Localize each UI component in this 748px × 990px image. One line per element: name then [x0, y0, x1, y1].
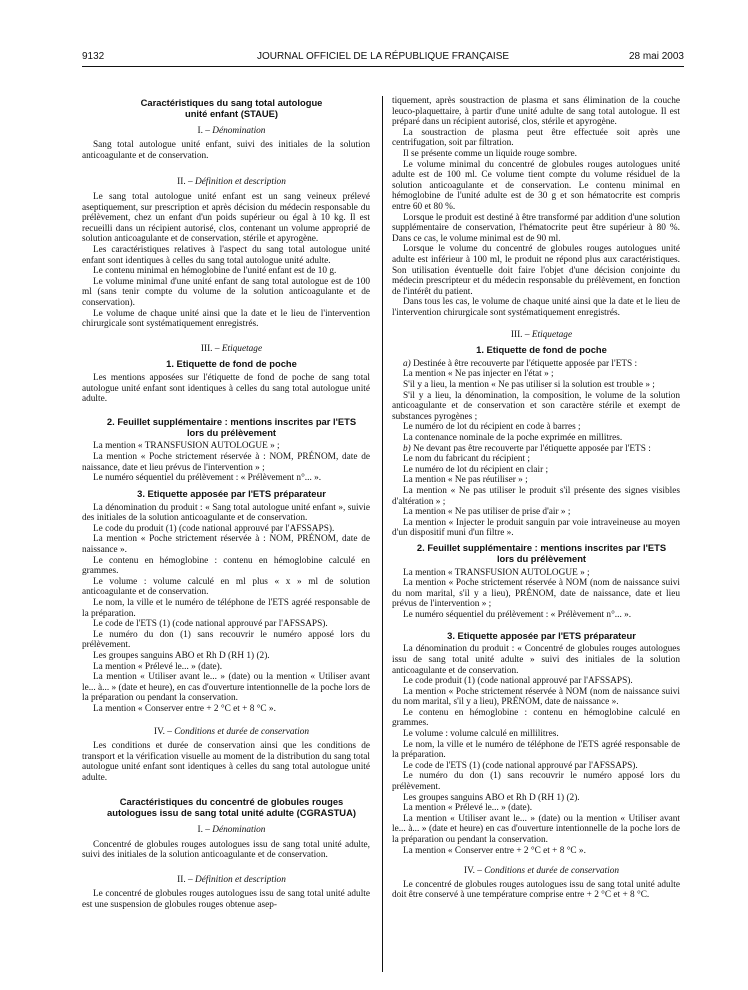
- subsection-heading: III. – Etiquetage: [200, 343, 263, 354]
- subheading: 3. Etiquette apposée par l'ETS préparateur: [447, 629, 636, 641]
- paragraph: S'il y a lieu, la dénomination, la composition, le volume de la solution anticoagulante et de conservation et son caractère stérile et exempt de substances pyrogènes ;: [392, 390, 680, 422]
- paragraph: Sang total autologue unité enfant, suivi des initiales de la solution anticoagulante et de conservation.: [82, 140, 370, 161]
- paragraph: Lorsque le volume du concentré de globules rouges autologues unité adulte est inférieur à 100 ml, le produit ne répond plus aux caractéristiques. Son utilisation éventuelle doit faire l'objet d'une décision conjointe du médecin prescripteur et du médecin responsable du prélèvement, en fonction de l'intérêt du patient.: [392, 244, 680, 297]
- paragraph: La dénomination du produit : « Concentré de globules rouges autologues issu de sang total unité adulte » suivi des initiales de la solution anticoagulante et de conservation.: [392, 644, 680, 676]
- paragraph: La mention « Conserver entre + 2 °C et + 8 °C ».: [403, 845, 586, 856]
- paragraph: Le nom, la ville et le numéro de téléphone de l'ETS agréé responsable de la préparation.: [82, 597, 370, 619]
- paragraph: La mention « Ne pas utiliser de prise d'air » ;: [403, 507, 571, 518]
- paragraph: Les groupes sanguins ABO et Rh D (RH 1) (2).: [403, 792, 580, 803]
- paragraph: La mention « Utiliser avant le... » (date) ou la mention « Utiliser avant le... à... » (date et heure), en cas d'ouverture intentionnelle de la poche lors de la préparation ou pendant la conservation.: [82, 672, 370, 704]
- page-number: 9132: [82, 51, 105, 62]
- paragraph: La mention « Poche strictement réservée à : NOM, PRÉNOM, date de naissance ».: [82, 534, 370, 555]
- paragraph: Concentré de globules rouges autologues issu de sang total unité adulte, suivi des initiales de la solution anticoagulante et de conservation.: [82, 839, 370, 861]
- paragraph: La dénomination du produit : « Sang total autologue unité enfant », suivie des initiales de la solution anticoagulante et de conservation.: [82, 502, 370, 524]
- paragraph: Le numéro séquentiel du prélèvement : « Prélèvement n°... ».: [93, 473, 322, 484]
- paragraph: Le code de l'ETS (1) (code national approuvé par l'AFSSAPS).: [403, 760, 638, 771]
- journal-title: JOURNAL OFFICIEL DE LA RÉPUBLIQUE FRANÇAISE: [256, 51, 510, 62]
- paragraph: b) Ne devant pas être recouverte par l'étiquette apposée par l'ETS :: [403, 443, 651, 454]
- paragraph: Le numéro de lot du récipient en clair ;: [403, 464, 549, 475]
- paragraph: La contenance nominale de la poche exprimée en millitres.: [403, 433, 623, 444]
- page-header: [82, 50, 684, 67]
- paragraph: Il se présente comme un liquide rouge sombre.: [403, 148, 578, 159]
- paragraph: La mention « Utiliser avant le... » (date) ou la mention « Utiliser avant le... à... » (date et heure) en cas d'ouverture intentionnelle de la poche lors de la préparation ou pendant la conservation.: [392, 813, 680, 845]
- paragraph: Le volume minimal d'une unité enfant de sang total autologue est de 100 ml (sans tenir compte du volume de la solution anticoagulante et de conservation).: [82, 276, 370, 308]
- paragraph: Le code du produit (1) (code national approuvé par l'AFSSAPS).: [93, 523, 335, 534]
- paragraph: La soustraction de plasma peut être effectuée soit après une centrifugation, soit par filtration.: [392, 127, 680, 149]
- issue-date: 28 mai 2003: [628, 51, 684, 62]
- paragraph: La mention « Poche strictement réservée à : NOM, PRÉNOM, date de naissance, date et lieu prévus de l'intervention » ;: [82, 452, 370, 473]
- paragraph: Le contenu en hémoglobine : contenu en hémoglobine calculé en grammes.: [392, 707, 680, 729]
- paragraph: La mention « Poche strictement réservée à NOM (nom de naissance suivi du nom marital, s'il y a lieu), PRÉNOM, date de naissance, date et lieu prévus de l'intervention » ;: [392, 578, 680, 610]
- paragraph: Le nom, la ville et le numéro de téléphone de l'ETS agréé responsable de la préparation.: [392, 739, 680, 761]
- paragraph: La mention « Poche strictement réservée à NOM (nom de naissance suivi du nom marital, s'il y a lieu), PRÉNOM, date de naissance ».: [392, 686, 680, 708]
- subheading: 1. Etiquette de fond de poche: [476, 344, 607, 356]
- subheading: lors du prélèvement: [186, 426, 277, 438]
- paragraph: Le code produit (1) (code national approuvé par l'AFSSAPS).: [403, 676, 633, 687]
- section-title: Caractéristiques du sang total autologue: [140, 97, 323, 108]
- paragraph: Les mentions apposées sur l'étiquette de fond de poche de sang total autologue unité enfant sont identiques à celles du sang total autologue unité adulte.: [82, 373, 370, 405]
- paragraph: Le numéro séquentiel du prélèvement : « Prélèvement n°... ».: [403, 609, 632, 620]
- paragraph: tiquement, après soustraction de plasma et sans élimination de la couche leuco-plaquettaire, à partir d'une unité adulte de sang total autologue. Il est préparé dans un récipient autorisé, clos, stérile et apyrogène.: [392, 96, 680, 128]
- subheading: lors du prélèvement: [496, 552, 587, 564]
- paragraph: Le numéro de lot du récipient en code à barres ;: [403, 422, 581, 433]
- subheading: 2. Feuillet supplémentaire : mentions inscrites par l'ETS: [106, 415, 357, 427]
- section-title: Caractéristiques du concentré de globules rouges: [119, 796, 344, 808]
- paragraph: Le numéro du don (1) sans recouvrir le numéro apposé lors du prélèvement.: [82, 629, 370, 651]
- section-title: autologues issu de sang total unité adulte (CGRASTUA): [107, 807, 356, 819]
- paragraph: La mention « Prélevé le... » (date).: [403, 803, 533, 814]
- subheading: 1. Etiquette de fond de poche: [166, 358, 297, 370]
- paragraph: Le contenu en hémoglobine : contenu en hémoglobine calculé en grammes.: [82, 555, 370, 577]
- paragraph: Le volume de chaque unité ainsi que la date et le lieu de l'intervention chirurgicale sont systématiquement enregistrés.: [82, 308, 370, 330]
- paragraph: La mention « TRANSFUSION AUTOLOGUE » ;: [93, 441, 280, 452]
- left-column: [82, 98, 370, 911]
- subheading: 2. Feuillet supplémentaire : mentions inscrites par l'ETS: [416, 541, 667, 553]
- subsection-heading: I. – Dénomination: [197, 125, 266, 136]
- paragraph: a) Destinée à être recouverte par l'étiquette apposée par l'ETS :: [403, 358, 638, 369]
- paragraph: Le volume : volume calculé en millilitres.: [403, 729, 559, 740]
- section-title: unité enfant (STAUE): [184, 107, 279, 119]
- paragraph: Dans tous les cas, le volume de chaque unité ainsi que la date et le lieu de l'intervention chirurgicale sont systématiquement enregistrés.: [392, 297, 680, 318]
- paragraph: Le numéro du don (1) sans recouvrir le numéro apposé lors du prélèvement.: [392, 771, 680, 793]
- paragraph: Lorsque le produit est destiné à être transformé par addition d'une solution supplémentaire de conservation, l'hématocrite peut être supérieur à 80 %. Dans ce cas, le volume minimal est de 90 ml.: [392, 212, 680, 244]
- paragraph: Les groupes sanguins ABO et Rh D (RH 1) (2).: [93, 650, 270, 661]
- column-divider: [382, 96, 383, 972]
- paragraph: Le volume minimal du concentré de globules rouges autologues unité adulte est de 100 ml. Ce volume tient compte du volume résiduel de la solution anticoagulante et de conservation. Le contenu minimal en hémoglobine de l'unité adulte est de 30 g et son hématocrite est compris entre 60 et 80 %.: [392, 159, 680, 212]
- subsection-heading: III. – Etiquetage: [510, 330, 573, 341]
- paragraph: Les caractéristiques relatives à l'aspect du sang total autologue unité enfant sont identiques à celles du sang total autologue unité adulte.: [82, 244, 370, 266]
- paragraph: Le concentré de globules rouges autologues issu de sang total unité adulte est une suspension de globules rouges obtenue asep-: [82, 889, 370, 911]
- subsection-heading: II. – Définition et description: [177, 177, 286, 188]
- subsection-heading: IV. – Conditions et durée de conservation: [463, 866, 620, 877]
- paragraph: La mention « TRANSFUSION AUTOLOGUE » ;: [403, 567, 590, 578]
- paragraph: Le concentré de globules rouges autologues issu de sang total unité adulte doit être conservé à une température comprise entre + 2 °C et + 8 °C.: [392, 879, 680, 901]
- right-column: [392, 96, 680, 901]
- paragraph: La mention « Injecter le produit sanguin par voie intraveineuse au moyen d'un dispositif muni d'un filtre ».: [392, 517, 680, 539]
- subsection-heading: II. – Définition et description: [177, 874, 286, 885]
- paragraph: Le contenu minimal en hémoglobine de l'unité enfant est de 10 g.: [93, 266, 337, 277]
- paragraph: La mention « Prélevé le... » (date).: [93, 661, 223, 672]
- subsection-heading: IV. – Conditions et durée de conservation: [153, 726, 310, 737]
- subheading: 3. Etiquette apposée par l'ETS préparateur: [137, 487, 326, 499]
- paragraph: La mention « Ne pas utiliser le produit s'il présente des signes visibles d'altération » ;: [392, 485, 680, 507]
- paragraph: Le sang total autologue unité enfant est un sang veineux prélevé aseptiquement, sur prescription et après décision du médecin responsable du prélèvement, chez un enfant d'un poids supérieur ou égal à 10 kg. Il est recueilli dans un récipient autorisé, clos, contenant un volume approprié de solution anticoagulante et de conservation, stérile et apyrogène.: [82, 191, 370, 245]
- subsection-heading: I. – Dénomination: [197, 825, 266, 836]
- paragraph: Le nom du fabricant du récipient ;: [403, 454, 531, 465]
- paragraph: Les conditions et durée de conservation ainsi que les conditions de transport et la vérification visuelle au moment de la distribution du sang total autologue unité enfant sont identiques à celles du sang total autologue unité adulte.: [82, 741, 370, 783]
- paragraph: La mention « Ne pas réutiliser » ;: [403, 475, 528, 486]
- paragraph: S'il y a lieu, la mention « Ne pas utiliser si la solution est trouble » ;: [403, 380, 655, 391]
- paragraph: La mention « Ne pas injecter en l'état » ;: [403, 369, 554, 380]
- paragraph: La mention « Conserver entre + 2 °C et + 8 °C ».: [93, 703, 276, 714]
- paragraph: Le volume : volume calculé en ml plus « x » ml de solution anticoagulante et de conservation.: [82, 576, 370, 598]
- paragraph: Le code de l'ETS (1) (code national approuvé par l'AFSSAPS).: [93, 619, 328, 630]
